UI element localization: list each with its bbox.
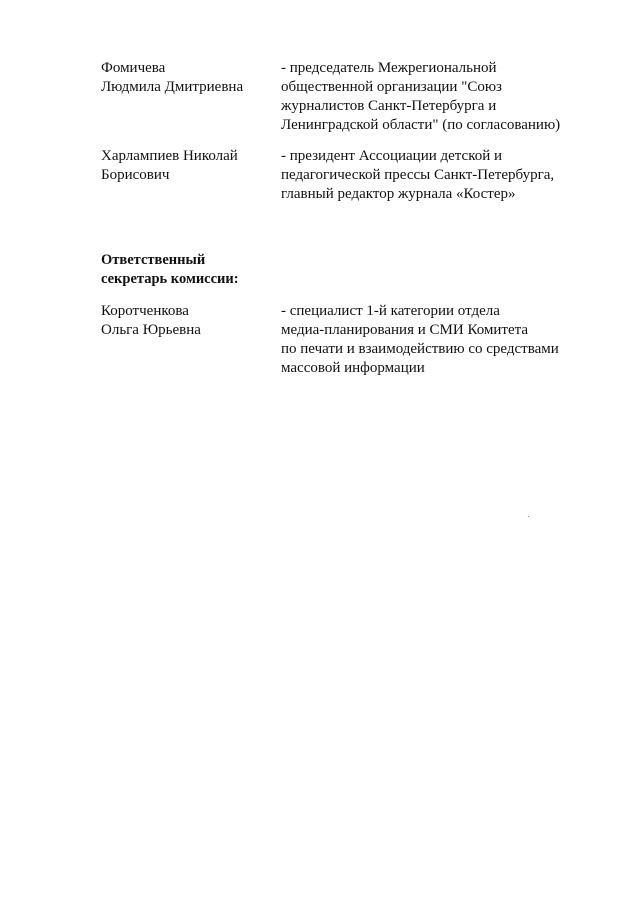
member-description-line: - председатель Межрегиональной [281,60,497,76]
secretary-name-line: Коротченкова [101,303,189,319]
secretary-heading-line: секретарь комиссии: [101,271,239,287]
member-description-line: педагогической прессы Санкт-Петербурга, [281,167,555,183]
member-name [101,147,276,185]
secretary-description-line: по печати и взаимодействию со средствами [281,341,559,357]
secretary-description [281,302,581,378]
secretary-description-line: медиа-планирования и СМИ Комитета [281,322,529,338]
member-description-line: главный редактор журнала «Костер» [281,186,516,202]
member-description-line: Ленинградской области" (по согласованию) [281,117,561,133]
member-description [281,59,581,135]
member-description-line: журналистов Санкт-Петербурга и [281,98,497,114]
secretary-name [101,302,276,340]
member-name-line: Борисович [101,167,170,183]
secretary-name-line: Ольга Юрьевна [101,322,201,338]
member-name-line: Людмила Дмитриевна [101,79,244,95]
scan-speck [528,516,529,517]
member-description-line: - президент Ассоциации детской и [281,148,503,164]
secretary-heading [101,251,239,289]
member-name-line: Харлампиев Николай [101,148,238,164]
secretary-heading-line: Ответственный [101,252,206,268]
member-name-line: Фомичева [101,60,166,76]
member-description-line: общественной организации "Союз [281,79,502,95]
member-name [101,59,276,97]
secretary-description-line: - специалист 1-й категории отдела [281,303,500,319]
member-description [281,147,581,204]
secretary-description-line: массовой информации [281,360,425,376]
